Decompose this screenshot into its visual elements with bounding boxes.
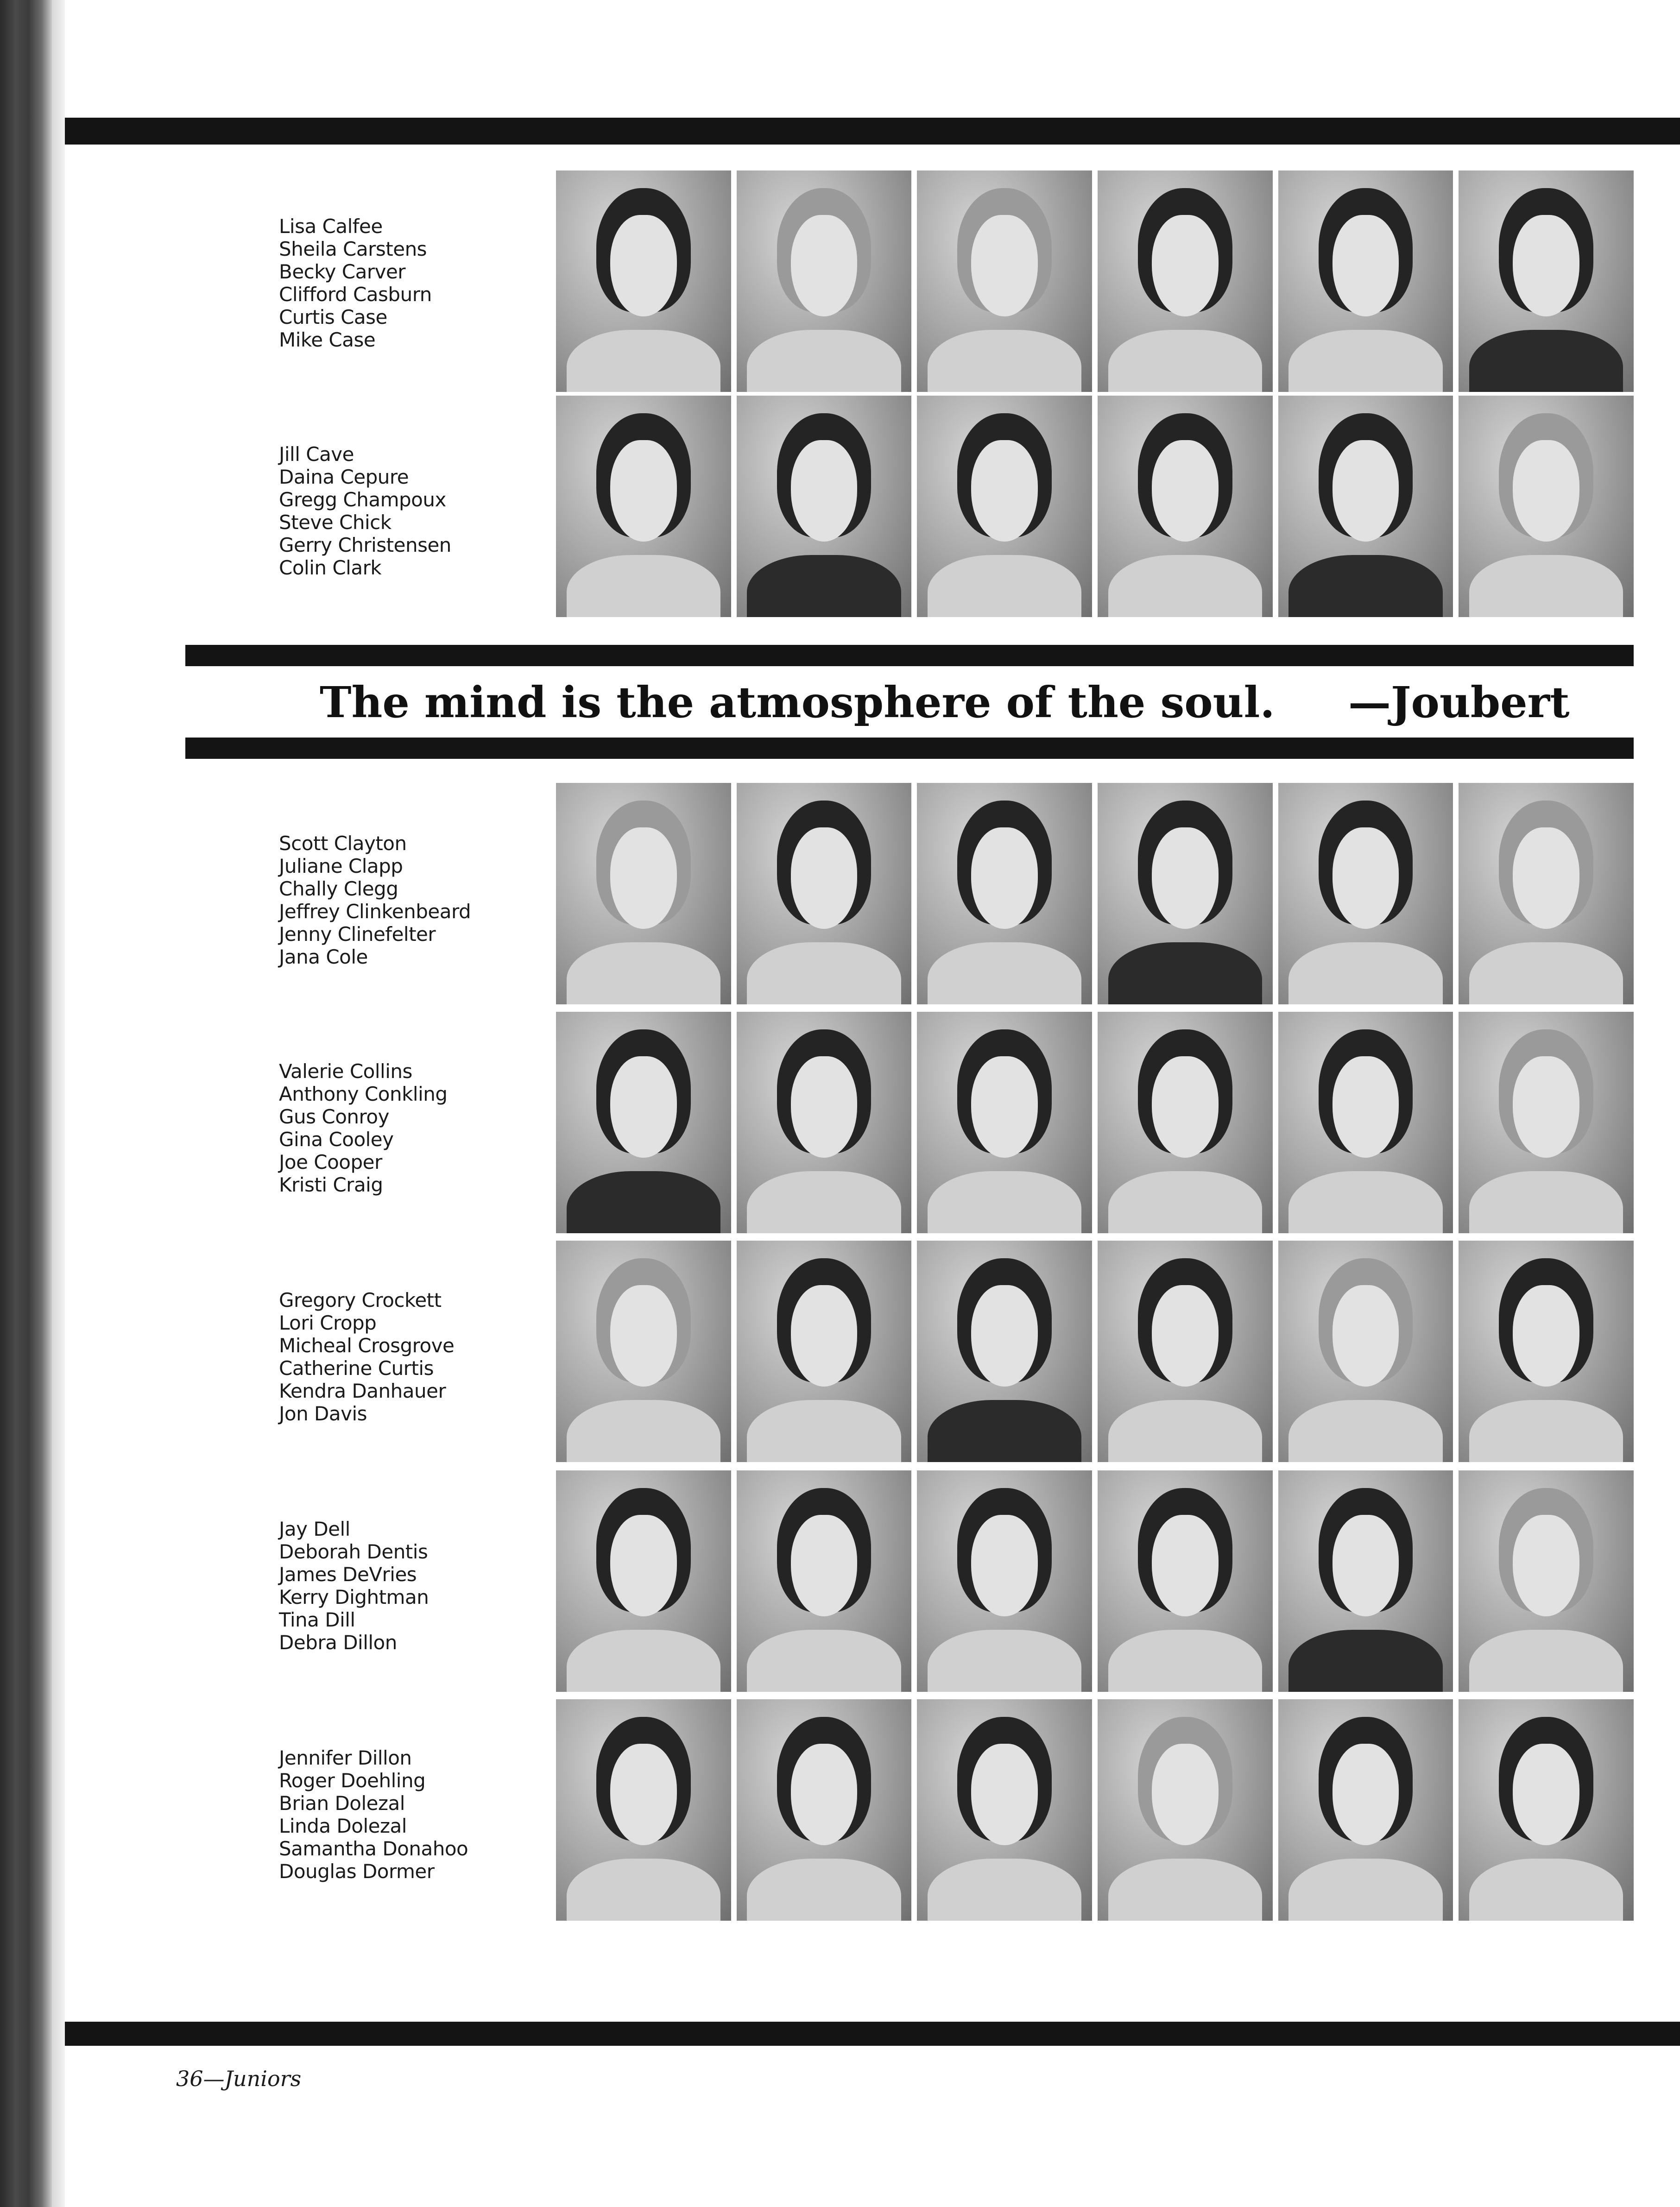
student-name: Lisa Calfee <box>279 215 383 238</box>
student-portrait <box>1098 1699 1273 1921</box>
photo-row-3 <box>556 783 1634 1004</box>
student-name: Clifford Casburn <box>279 283 432 306</box>
student-name: Kristi Craig <box>279 1173 383 1196</box>
name-list-7 <box>279 1747 538 1883</box>
student-name: Gregory Crockett <box>279 1289 442 1312</box>
student-portrait <box>917 396 1092 617</box>
photo-row-4 <box>556 1012 1634 1233</box>
student-name: Sheila Carstens <box>279 238 427 260</box>
student-portrait <box>1278 1241 1453 1462</box>
student-name: Brian Dolezal <box>279 1792 405 1815</box>
quote-banner <box>185 667 1603 737</box>
student-name: Kerry Dightman <box>279 1586 429 1608</box>
student-portrait <box>1278 1699 1453 1921</box>
student-name: Jill Cave <box>279 443 354 466</box>
quote-rule-bottom <box>185 738 1634 759</box>
page-folio: 36—Juniors <box>176 2066 302 2091</box>
student-name: Jennifer Dillon <box>279 1747 412 1769</box>
student-name: Steve Chick <box>279 511 392 534</box>
book-binding <box>0 0 52 2207</box>
student-name: Roger Doehling <box>279 1769 426 1792</box>
photo-row-7 <box>556 1699 1634 1921</box>
student-name: Gerry Christensen <box>279 534 451 556</box>
student-name: James DeVries <box>279 1563 417 1586</box>
student-name: Becky Carver <box>279 260 406 283</box>
photo-row-6 <box>556 1470 1634 1692</box>
name-list-6 <box>279 1518 538 1654</box>
student-portrait <box>1098 170 1273 392</box>
student-name: Kendra Danhauer <box>279 1380 446 1402</box>
student-portrait <box>556 1012 731 1233</box>
student-portrait <box>917 1012 1092 1233</box>
student-portrait <box>1459 1012 1634 1233</box>
student-name: Curtis Case <box>279 306 387 328</box>
name-list-3 <box>279 832 538 968</box>
student-name: Tina Dill <box>279 1608 355 1631</box>
student-portrait <box>737 1012 912 1233</box>
student-portrait <box>917 1699 1092 1921</box>
student-name: Jon Davis <box>279 1402 367 1425</box>
student-name: Linda Dolezal <box>279 1815 407 1837</box>
quote-author: —Joubert <box>1348 677 1570 727</box>
quote-text: The mind is the atmosphere of the soul. <box>320 677 1275 727</box>
student-portrait <box>1098 1241 1273 1462</box>
student-name: Douglas Dormer <box>279 1860 435 1883</box>
student-name: Debra Dillon <box>279 1631 397 1654</box>
student-portrait <box>556 1699 731 1921</box>
student-portrait <box>1459 396 1634 617</box>
student-portrait <box>1098 783 1273 1004</box>
student-portrait <box>556 1241 731 1462</box>
student-portrait <box>737 396 912 617</box>
student-portrait <box>556 170 731 392</box>
student-portrait <box>917 1241 1092 1462</box>
student-portrait <box>1098 396 1273 617</box>
name-list-1 <box>279 215 538 351</box>
student-portrait <box>1278 396 1453 617</box>
student-portrait <box>737 783 912 1004</box>
name-list-5 <box>279 1289 538 1425</box>
top-rule <box>65 118 1680 145</box>
student-portrait <box>1098 1012 1273 1233</box>
photo-row-1 <box>556 170 1634 392</box>
student-name: Jeffrey Clinkenbeard <box>279 900 471 923</box>
bottom-rule <box>65 2022 1680 2046</box>
student-name: Samantha Donahoo <box>279 1837 468 1860</box>
student-name: Lori Cropp <box>279 1312 377 1334</box>
student-portrait <box>556 783 731 1004</box>
page-gutter <box>52 0 65 2207</box>
student-portrait <box>1459 170 1634 392</box>
student-name: Daina Cepure <box>279 466 409 488</box>
student-portrait <box>1459 1470 1634 1692</box>
photo-row-2 <box>556 396 1634 617</box>
student-portrait <box>556 396 731 617</box>
student-portrait <box>1278 170 1453 392</box>
student-name: Jana Cole <box>279 946 368 968</box>
student-portrait <box>1278 783 1453 1004</box>
student-portrait <box>1459 783 1634 1004</box>
student-portrait <box>737 1699 912 1921</box>
student-name: Micheal Crosgrove <box>279 1334 455 1357</box>
student-name: Chally Clegg <box>279 877 398 900</box>
student-name: Jenny Clinefelter <box>279 923 436 946</box>
student-name: Anthony Conkling <box>279 1083 448 1105</box>
name-list-4 <box>279 1060 538 1196</box>
student-portrait <box>917 783 1092 1004</box>
student-name: Juliane Clapp <box>279 855 403 877</box>
student-portrait <box>1459 1241 1634 1462</box>
student-portrait <box>1278 1012 1453 1233</box>
student-name: Gregg Champoux <box>279 488 446 511</box>
student-name: Gus Conroy <box>279 1105 389 1128</box>
student-portrait <box>737 1241 912 1462</box>
student-portrait <box>1098 1470 1273 1692</box>
student-name: Scott Clayton <box>279 832 407 855</box>
student-name: Joe Cooper <box>279 1151 382 1173</box>
photo-row-5 <box>556 1241 1634 1462</box>
student-name: Mike Case <box>279 328 376 351</box>
student-name: Jay Dell <box>279 1518 350 1540</box>
student-name: Catherine Curtis <box>279 1357 434 1380</box>
student-portrait <box>556 1470 731 1692</box>
student-portrait <box>917 1470 1092 1692</box>
quote-rule-top <box>185 645 1634 666</box>
student-portrait <box>737 170 912 392</box>
student-name: Valerie Collins <box>279 1060 412 1083</box>
student-name: Gina Cooley <box>279 1128 394 1151</box>
student-portrait <box>737 1470 912 1692</box>
student-portrait <box>1278 1470 1453 1692</box>
student-portrait <box>1459 1699 1634 1921</box>
student-name: Deborah Dentis <box>279 1540 428 1563</box>
name-list-2 <box>279 443 538 579</box>
student-name: Colin Clark <box>279 556 382 579</box>
student-portrait <box>917 170 1092 392</box>
